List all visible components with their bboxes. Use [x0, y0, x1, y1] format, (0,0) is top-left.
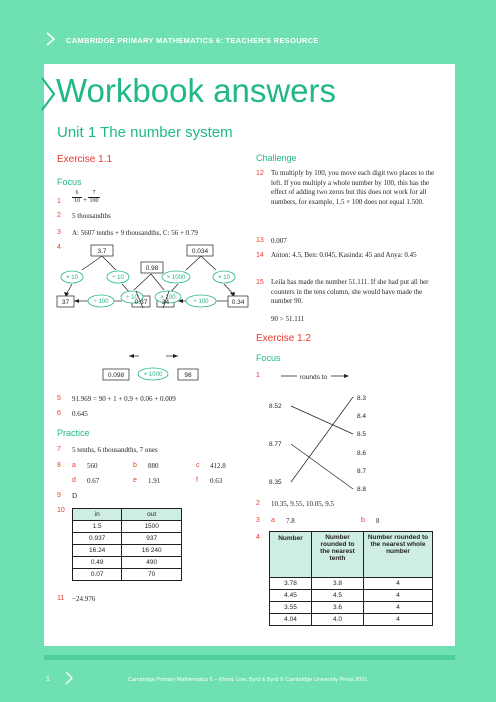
part-label: b: [361, 517, 365, 524]
question-number: 11: [57, 595, 65, 602]
table-cell: 16 240: [122, 545, 182, 557]
question-number: 10: [57, 507, 65, 514]
in-out-table: [72, 508, 182, 581]
footer-credit: Cambridge Primary Mathematics 6 – Wood, Low, Byrd & Byrd © Cambridge University Press 2021: [128, 677, 368, 683]
question-number: 12: [256, 170, 264, 177]
plus-sign: +: [83, 196, 87, 204]
page-number: 1: [46, 676, 50, 683]
part-value: 880: [148, 462, 159, 470]
question-number: 14: [256, 252, 264, 259]
question-number: 4: [57, 244, 61, 251]
table-cell: 4: [364, 578, 433, 590]
diagram-value: 0.098: [107, 372, 125, 379]
table-header: Number: [270, 532, 312, 578]
challenge-heading: Challenge: [256, 153, 297, 163]
answer-text: 91.969 = 90 + 1 + 0.9 + 0.06 + 0.009: [72, 395, 176, 403]
table-cell: 4: [364, 614, 433, 626]
right-value: 8.6: [357, 450, 367, 457]
table-cell: 4.5: [312, 590, 364, 602]
answer-text: 5 thousandths: [72, 212, 111, 220]
exercise-1-2-heading: Exercise 1.2: [256, 333, 312, 344]
rounding-table: [269, 531, 433, 626]
part-value: 1.91: [148, 477, 161, 485]
diagram-operation: ÷ 100: [193, 299, 209, 305]
part-label: f: [196, 477, 198, 484]
table-cell: 1500: [122, 521, 182, 533]
table-cell: 0.49: [73, 557, 122, 569]
part-value: 0.63: [210, 477, 223, 485]
question-number: 4: [256, 534, 260, 541]
chevron-right-icon: [38, 76, 58, 112]
table-cell: 4: [364, 590, 433, 602]
table-cell: 0.937: [73, 533, 122, 545]
question-number: 1: [256, 372, 260, 379]
diagram-value: 0.37: [134, 299, 148, 306]
question-number: 15: [256, 279, 264, 286]
chevron-right-icon: [44, 32, 58, 46]
header-title: CAMBRIDGE PRIMARY MATHEMATICS 6: TEACHER'S RESOURCE: [66, 36, 319, 45]
question-number: 1: [57, 198, 61, 205]
part-label: c: [196, 462, 200, 469]
chevron-right-icon: [64, 671, 74, 685]
table-cell: 4: [364, 602, 433, 614]
part-value: 0.67: [87, 477, 100, 485]
part-label: e: [133, 477, 137, 484]
diagram-operation: × 10: [66, 275, 78, 281]
fraction: [88, 190, 100, 205]
left-value: 8.35: [269, 479, 282, 486]
diagram-operation: × 1000: [166, 275, 186, 281]
focus-heading: Focus: [57, 177, 82, 187]
right-value: 8.3: [357, 395, 367, 402]
table-cell: 490: [122, 557, 182, 569]
rounds-to-label: rounds to: [300, 374, 328, 381]
table-cell: 4.04: [270, 614, 312, 626]
part-label: a: [72, 462, 76, 469]
part-label: d: [72, 477, 76, 484]
footer-divider: [44, 655, 455, 660]
answer-text: Anton: 4.5, Ben: 0.045, Kasinda: 45 and Anya: 0.45: [271, 251, 417, 259]
part-value: 412.8: [210, 462, 226, 470]
part-value: 8: [376, 517, 380, 525]
diagram-operation: ÷ 10: [126, 295, 138, 301]
question-number: 8: [57, 462, 61, 469]
right-value: 8.7: [357, 468, 367, 475]
part-value: 7.8: [286, 517, 295, 525]
table-header: in: [73, 509, 122, 521]
part-value: 560: [87, 462, 98, 470]
question-number: 2: [57, 212, 61, 219]
diagram-value: 98: [184, 372, 192, 379]
unit-title: Unit 1 The number system: [57, 124, 233, 141]
answer-text: 10.35, 9.55, 10.05, 9.5: [271, 500, 334, 508]
answer-text: 0.645: [72, 410, 88, 418]
table-cell: 937: [122, 533, 182, 545]
answer-text: A: 5607 tenths + 9 thousandths, C: 56 + 0.79: [72, 229, 198, 237]
fraction-denominator: 100: [89, 198, 99, 204]
question-number: 2: [256, 500, 260, 507]
right-value: 8.8: [357, 486, 367, 493]
answer-text: 0.007: [271, 237, 287, 245]
diagram-value: 37: [61, 299, 70, 306]
answer-text: 5 tenths, 6 thousandths, 7 ones: [72, 446, 158, 454]
table-cell: 3.55: [270, 602, 312, 614]
fraction-numerator: 7: [88, 190, 100, 198]
table-cell: 16.24: [73, 545, 122, 557]
answer-text: Leila has made the number 51.111. If she had put all her counters in the tens column, she would have made the number 90.: [271, 278, 429, 305]
question-number: 7: [57, 446, 61, 453]
exercise-1-1-heading: Exercise 1.1: [57, 154, 113, 165]
practice-heading: Practice: [57, 428, 90, 438]
diagram-value: 0.34: [231, 299, 245, 306]
diagram-value: 0.034: [191, 248, 209, 255]
answer-text: D: [72, 492, 78, 500]
question-number: 9: [57, 492, 61, 499]
fraction-numerator: 6: [72, 190, 82, 198]
table-cell: 3.6: [312, 602, 364, 614]
fraction-denominator: 10: [74, 198, 80, 204]
rounding-matching-diagram: [265, 370, 385, 500]
diagram-operation: × 10: [218, 275, 230, 281]
table-cell: 3.8: [312, 578, 364, 590]
question-number: 3: [57, 229, 61, 236]
table-cell: 1.5: [73, 521, 122, 533]
table-header: out: [122, 509, 182, 521]
question-number: 6: [57, 410, 61, 417]
table-header: Number rounded to the nearest tenth: [312, 532, 364, 578]
question-number: 3: [256, 517, 260, 524]
focus-heading: Focus: [256, 353, 281, 363]
right-value: 8.5: [357, 431, 367, 438]
table-cell: 4.45: [270, 590, 312, 602]
diagram-operation: ÷ 10: [112, 275, 124, 281]
left-value: 8.52: [269, 403, 282, 410]
answer-text: To multiply by 100, you move each digit two places to the left. If you multiply a whole number by 100, this has the effect of adding two zeros but this does not work for all numbers, for example, 1.5 × 100 does not equal 1.500.: [271, 169, 435, 206]
page-heading: Workbook answers: [56, 72, 337, 109]
diagram-operation: × 100: [160, 295, 176, 301]
diagram-operation: ÷ 100: [93, 299, 109, 305]
right-value: 8.4: [357, 413, 367, 420]
table-cell: 70: [122, 569, 182, 581]
answer-text: −24.976: [72, 595, 96, 603]
table-cell: 0.07: [73, 569, 122, 581]
answer-text: 90 > 51.111: [271, 315, 305, 323]
table-header: Number rounded to the nearest whole number: [364, 532, 433, 578]
diagram-operation: × 1000: [143, 372, 163, 378]
question-number: 5: [57, 395, 61, 402]
diagram-value: 0.98: [145, 265, 159, 272]
conversion-diagrams: [56, 240, 256, 385]
fraction: [72, 190, 82, 205]
part-label: a: [271, 517, 275, 524]
diagram-value: 34: [161, 299, 170, 306]
left-value: 8.77: [269, 441, 282, 448]
table-cell: 4.0: [312, 614, 364, 626]
question-number: 13: [256, 237, 264, 244]
part-label: b: [133, 462, 137, 469]
table-cell: 3.78: [270, 578, 312, 590]
diagram-value: 3.7: [97, 248, 107, 255]
header-band: [0, 0, 496, 55]
